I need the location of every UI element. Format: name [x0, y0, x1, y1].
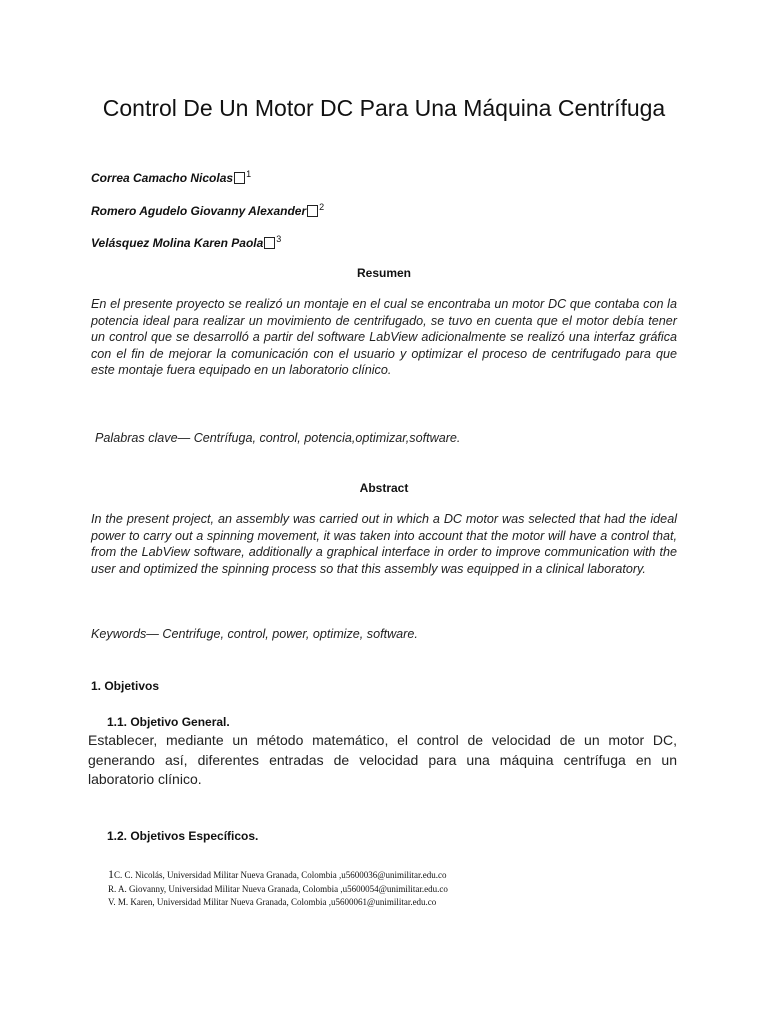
footnote-item	[108, 896, 668, 910]
subsection-heading-especificos: 1.2. Objetivos Específicos.	[107, 829, 259, 843]
footnote-text: C. C. Nicolás, Universidad Militar Nueva Granada, Colombia ,u5600036@unimilitar.edu.co	[114, 870, 447, 880]
footnote-box-icon	[234, 172, 245, 184]
footnote-item	[108, 883, 668, 897]
author-mark: 1	[246, 169, 252, 179]
author-mark: 2	[319, 202, 325, 212]
abstract-keywords: Keywords— Centrifuge, control, power, optimize, software.	[91, 627, 418, 641]
author-name: Velásquez Molina Karen Paola	[91, 236, 264, 250]
section-heading-objetivos: 1. Objetivos	[91, 679, 160, 693]
abstract-heading: Abstract	[359, 481, 409, 495]
resumen-text: En el presente proyecto se realizó un montaje en el cual se encontraba un motor DC que contaba con la potencia ideal para realizar un movimiento de centrifugado, se tuvo en cuenta que el motor debía tener un control que se desarrolló a partir del software LabView adicionalmente se realizó una interfaz gráfica con el fin de mejorar la comunicación con el usuario y optimizar el proceso de centrifugado para que este montaje fuera equipado en un laboratorio clínico.	[91, 297, 677, 377]
footnote-text: R. A. Giovanny, Universidad Militar Nueva Granada, Colombia ,u5600054@unimilitar.edu.co	[108, 883, 448, 894]
footnote-mark: 1	[108, 867, 114, 881]
footnote-text: V. M. Karen, Universidad Militar Nueva Granada, Colombia ,u5600061@unimilitar.edu.co	[108, 897, 437, 907]
footnote-box-icon	[307, 205, 318, 217]
footnote-box-icon	[264, 237, 275, 249]
author-mark: 3	[276, 234, 282, 244]
objetivo-general-text: Establecer, mediante un método matemático, el control de velocidad de un motor DC, generando así, diferentes entradas de velocidad para una máquina centrífuga en un laboratorio clínico.	[88, 732, 677, 787]
author-3	[91, 234, 281, 250]
author-name: Romero Agudelo Giovanny Alexander	[91, 204, 307, 218]
footnote-item	[108, 868, 668, 883]
resumen-keywords: Palabras clave— Centrífuga, control, potencia,optimizar,software.	[95, 431, 461, 445]
abstract-text: In the present project, an assembly was carried out in which a DC motor was selected that had the ideal power to carry out a spinning movement, it was taken into account that the motor will have a control that, from the LabView software, additionally a graphical interface in order to improve communication with the user and optimized the spinning process so that this assembly was equipped in a clinical laboratory.	[91, 512, 677, 576]
resumen-heading: Resumen	[356, 266, 412, 280]
author-2	[91, 202, 324, 218]
author-name: Correa Camacho Nicolas	[91, 171, 234, 185]
footnotes	[108, 868, 668, 910]
paper-title: Control De Un Motor DC Para Una Máquina Centrífuga	[102, 95, 666, 121]
subsection-heading-general: 1.1. Objetivo General.	[107, 715, 230, 729]
author-1	[91, 169, 251, 185]
